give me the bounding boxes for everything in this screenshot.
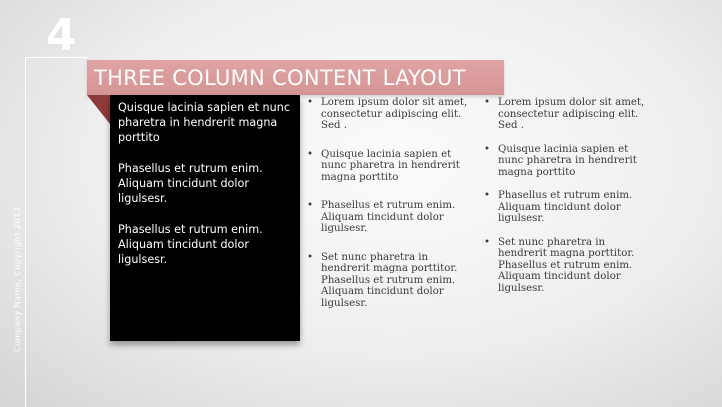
bullet-icon: • [484, 190, 491, 201]
bullet-icon: • [307, 97, 314, 108]
black-text-panel [110, 95, 300, 341]
bullet-icon: • [484, 143, 491, 155]
list-item [307, 200, 475, 235]
panel-paragraph: Phasellus et rutrum enim. Aliquam tincidunt dolor ligulsesr. [118, 162, 263, 205]
list-item [307, 149, 475, 184]
slide-number: 4 [46, 10, 77, 61]
bullet-icon: • [484, 236, 491, 248]
list-item [484, 144, 654, 179]
list-item-text: Lorem ipsum dolor sit amet, consectetur adipiscing elit. Sed . [321, 97, 468, 131]
list-item-text: Phasellus et rutrum enim. Aliquam tincidunt dolor ligulsesr. [321, 200, 456, 234]
copyright-footer: Company Name, Copyright 2013 [13, 206, 22, 352]
slide-title: THREE COLUMN CONTENT LAYOUT [94, 66, 466, 90]
panel-paragraph: Phasellus et rutrum enim. Aliquam tincidunt dolor ligulsesr. [118, 223, 263, 266]
frame-left-line [25, 57, 26, 407]
bullet-icon: • [307, 148, 314, 160]
list-item [484, 190, 654, 225]
bullet-icon: • [484, 97, 491, 108]
list-item-text: Phasellus et rutrum enim. Aliquam tincidunt dolor ligulsesr. [498, 190, 633, 224]
list-item [307, 97, 475, 132]
list-item [484, 97, 654, 132]
bullet-list [484, 97, 654, 294]
banner-fold [87, 95, 110, 124]
list-item-text: Quisque lacinia sapien et nunc pharetra in hendrerit magna porttito [498, 143, 637, 178]
right-column [484, 97, 654, 306]
title-banner [87, 60, 504, 95]
list-item-text: Lorem ipsum dolor sit amet, consectetur adipiscing elit. Sed . [498, 97, 645, 131]
list-item-text: Set nunc pharetra in hendrerit magna porttitor. Phasellus et rutrum enim. Aliquam tincidunt dolor ligulsesr. [321, 251, 458, 309]
bullet-icon: • [307, 200, 314, 211]
list-item [307, 252, 475, 310]
panel-content [118, 100, 296, 283]
bullet-list [307, 97, 475, 309]
list-item-text: Set nunc pharetra in hendrerit magna porttitor. Phasellus et rutrum enim. Aliquam tincidunt dolor ligulsesr. [498, 236, 635, 294]
middle-column [307, 97, 475, 326]
list-item [484, 237, 654, 295]
list-item-text: Quisque lacinia sapien et nunc pharetra in hendrerit magna porttito [321, 148, 460, 183]
panel-paragraph: Quisque lacinia sapien et nunc pharetra in hendrerit magna porttito [118, 101, 290, 144]
bullet-icon: • [307, 251, 314, 263]
